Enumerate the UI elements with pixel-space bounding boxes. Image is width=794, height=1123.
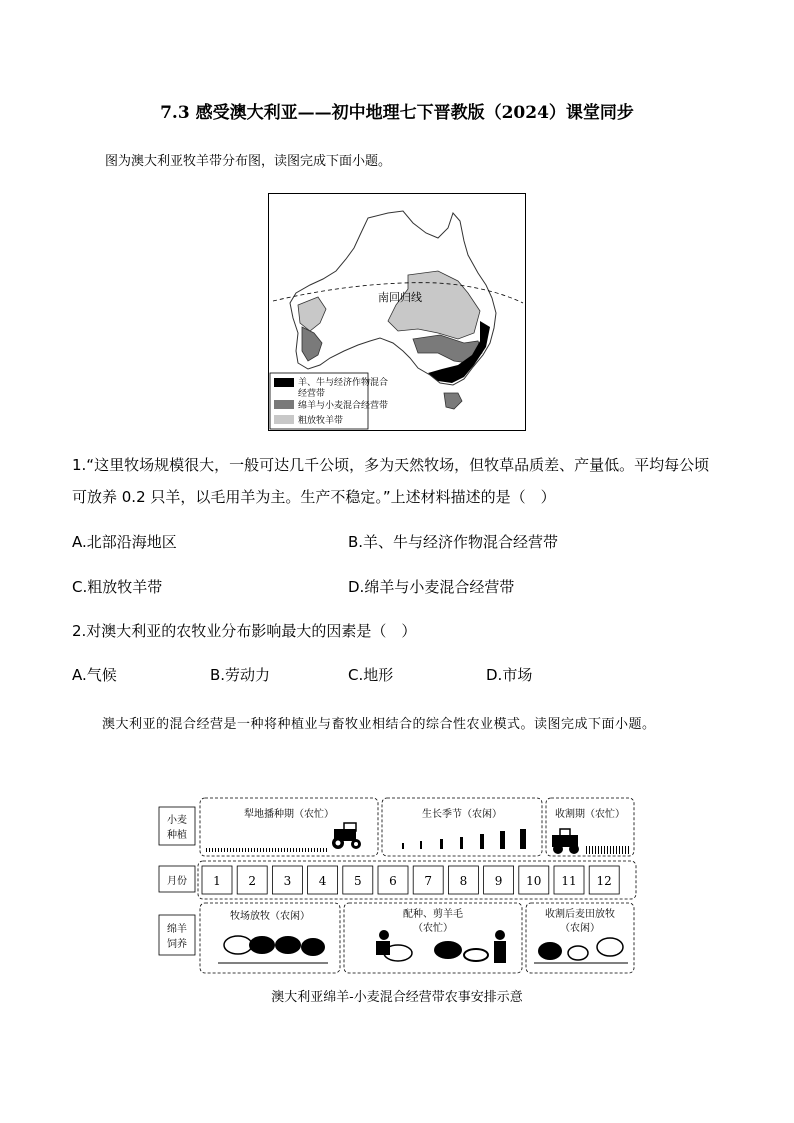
month-label: 10 (526, 874, 542, 888)
month-label: 12 (596, 874, 612, 888)
legend-swatch-sparse (274, 415, 294, 424)
intro-text-2: 澳大利亚的混合经营是一种将种植业与畜牧业相结合的综合性农业模式。读图完成下面小题。 (102, 717, 656, 732)
question-2-text: 2.对澳大利亚的农牧业分布影响最大的因素是（ ） (72, 622, 417, 640)
month-label: 9 (494, 874, 503, 888)
month-label: 2 (248, 874, 257, 888)
q1-option-b[interactable]: B.羊、牛与经济作物混合经营带 (348, 533, 559, 551)
month-label: 7 (424, 874, 433, 888)
month-label: 1 (213, 874, 221, 888)
row-label-sheep-2: 饲养 (167, 939, 187, 950)
sheep-stage-stubble-label: 收割后麦田放牧 (545, 909, 615, 920)
tractor-icon (332, 823, 361, 849)
sheep-stage-breeding-sub: （农忙） (413, 923, 453, 934)
legend-swatch-wheat (274, 400, 294, 409)
month-label: 4 (318, 874, 327, 888)
legend-label-mixed-1: 羊、牛与经济作物混合 (298, 378, 389, 388)
q2-option-d[interactable]: D.市场 (486, 666, 533, 684)
month-label: 5 (353, 874, 362, 888)
month-label: 11 (561, 874, 577, 888)
sheep-stage-breeding-label: 配种、剪羊毛 (403, 909, 463, 920)
farming-calendar-diagram (158, 795, 638, 977)
wheat-stage-sowing (200, 798, 378, 856)
wheat-stage-growing-label: 生长季节（农闲） (422, 809, 502, 820)
q2-option-c[interactable]: C.地形 (348, 666, 394, 684)
legend-label-mixed-2: 经营带 (298, 389, 326, 399)
legend-swatch-mixed (274, 378, 294, 387)
q2-option-a[interactable]: A.气候 (72, 666, 117, 684)
q1-option-c[interactable]: C.粗放牧羊带 (72, 578, 163, 596)
month-label: 6 (389, 874, 397, 888)
wheat-stage-harvest-label: 收割期（农忙） (555, 809, 625, 820)
sheep-stage-grazing-label: 牧场放牧（农闲） (230, 911, 310, 922)
row-label-sheep-1: 绵羊 (167, 924, 187, 935)
q1-option-a[interactable]: A.北部沿海地区 (72, 533, 177, 551)
q1-option-d[interactable]: D.绵羊与小麦混合经营带 (348, 578, 515, 596)
tropic-label: 南回归线 (378, 291, 422, 304)
wheat-stage-sowing-label: 犁地播种期（农忙） (244, 809, 334, 820)
question-1-text: 1.“这里牧场规模很大，一般可达几千公顷，多为天然牧场，但牧草品质差、产量低。平均每公顷可放养 0.2 只羊，以毛用羊为主。生产不稳定。”上述材料描述的是（ ） (72, 456, 710, 506)
diagram-caption: 澳大利亚绵羊-小麦混合经营带农事安排示意 (271, 990, 523, 1005)
legend-label-sparse: 粗放牧羊带 (298, 416, 344, 426)
row-label-month: 月份 (167, 876, 187, 887)
stubble-sheep-icon (534, 938, 628, 963)
wheat-growth-icons (402, 829, 526, 849)
row-label-wheat-1: 小麦 (167, 815, 187, 826)
month-label: 8 (459, 874, 468, 888)
shearing-icon (376, 930, 506, 963)
legend-label-wheat: 绵羊与小麦混合经营带 (298, 401, 389, 411)
month-cells (202, 866, 619, 894)
row-label-wheat-2: 种植 (167, 830, 187, 841)
sheep-herd-icon (218, 936, 328, 963)
month-label: 3 (283, 874, 292, 888)
sheep-stage-stubble-sub: （农闲） (560, 923, 600, 934)
q2-option-b[interactable]: B.劳动力 (210, 666, 271, 684)
harvester-icon (552, 829, 579, 854)
page-title: 7.3 感受澳大利亚——初中地理七下晋教版（2024）课堂同步 (160, 103, 634, 123)
australia-sheep-map (268, 193, 526, 431)
intro-text-1: 图为澳大利亚牧羊带分布图，读图完成下面小题。 (105, 154, 392, 169)
